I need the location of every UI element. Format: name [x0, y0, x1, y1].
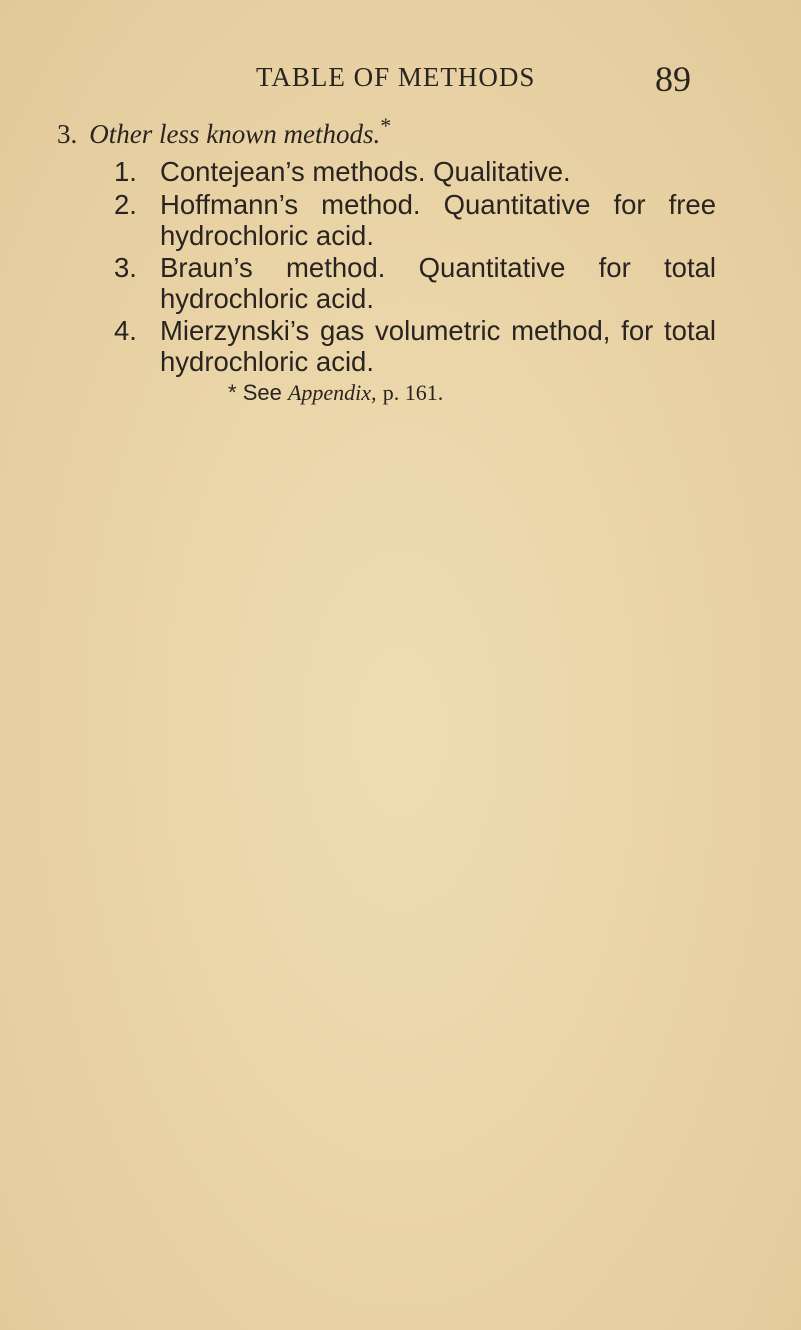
footnote-reference: Appendix, — [287, 380, 377, 405]
section-heading — [57, 113, 392, 150]
method-text: Braun’s method. Quantitative for total hydrochloric acid. — [160, 252, 716, 314]
method-item-1 — [114, 156, 716, 187]
footnote-mark: * — [380, 113, 392, 138]
footnote-page: p. 161. — [382, 380, 444, 405]
footnote-mark: * — [228, 380, 237, 405]
method-number: 2. — [114, 189, 137, 220]
footnote — [228, 380, 443, 406]
method-number: 3. — [114, 252, 137, 283]
method-item-3 — [114, 252, 716, 314]
running-title: TABLE OF METHODS — [256, 62, 536, 92]
method-item-2 — [114, 189, 716, 251]
section-number: 3. — [57, 119, 78, 149]
method-text: Contejean’s methods. Qualitative. — [160, 156, 571, 187]
page-number: 89 — [655, 59, 691, 99]
method-text: Mierzynski’s gas volumetric method, for total hydrochloric acid. — [160, 315, 716, 377]
method-number: 1. — [114, 156, 137, 187]
footnote-prefix: See — [242, 380, 282, 405]
method-text: Hoffmann’s method. Quantitative for free hydrochloric acid. — [160, 189, 716, 251]
method-item-4 — [114, 315, 716, 377]
method-number: 4. — [114, 315, 137, 346]
section-title: Other less known methods. — [89, 119, 381, 149]
